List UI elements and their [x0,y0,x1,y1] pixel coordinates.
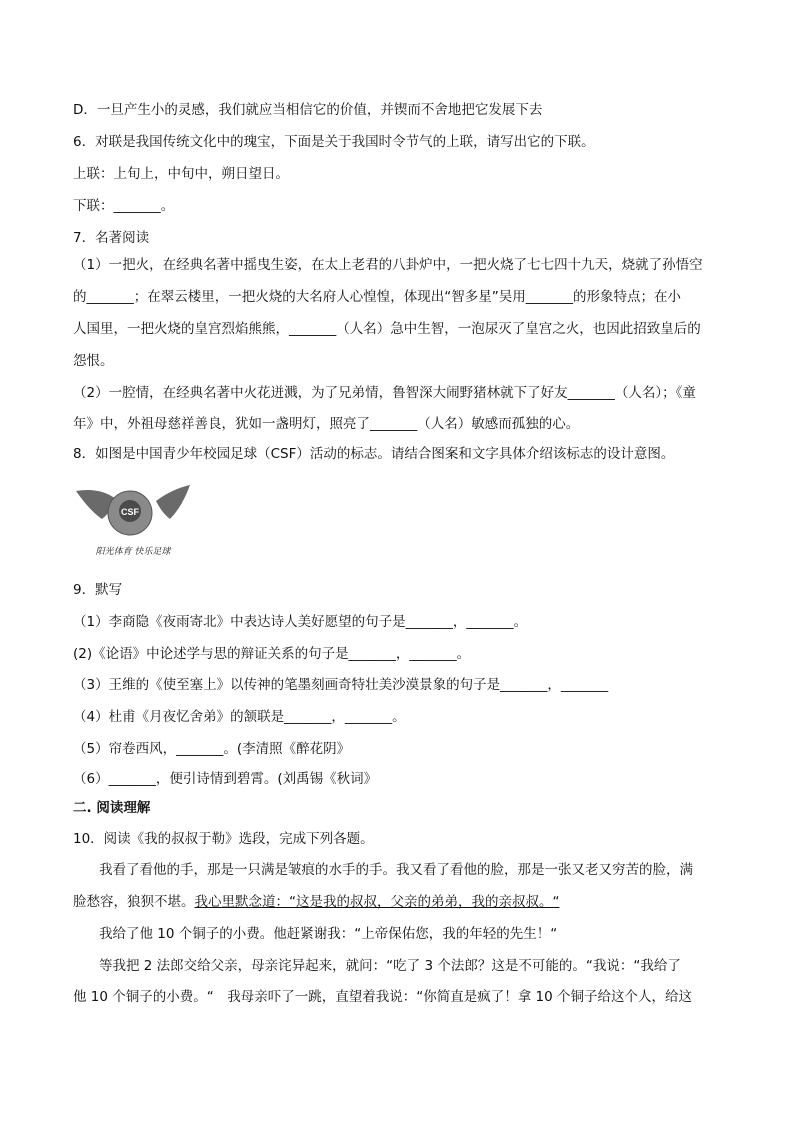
question-9: 9．默写 [73,582,123,598]
q9-item-4: （4）杜甫《月夜忆舍弟》的颔联是_______，_______。 [73,709,406,725]
q9-item-1: （1）李商隐《夜雨寄北》中表达诗人美好愿望的句子是_______，_______。 [73,614,528,630]
q7-part1-line1: （1）一把火，在经典名著中摇曳生姿，在太上老君的八卦炉中，一把火烧了七七四十九天，烧就了孙悟空 [73,257,703,273]
q9-item-5: （5）帘卷西风，_______。(李清照《醉花阴》 [73,741,351,757]
upper-couplet: 上联：上旬上，中旬中，朔日望日。 [73,166,289,182]
option-d: D．一旦产生小的灵感，我们就应当相信它的价值，并锲而不舍地把它发展下去 [73,102,543,118]
q9-item-6: （6）_______，便引诗情到碧霄。(刘禹锡《秋词》 [73,771,378,787]
q9-item-3: （3）王维的《使至塞上》以传神的笔墨刻画奇特壮美沙漠景象的句子是_______，_______ [73,677,609,693]
lower-couplet: 下联：_______。 [73,198,175,214]
passage-line-5: 他 10 个铜子的小费。“ 我母亲吓了一跳，直望着我说：“你简直是疯了！拿 10 个铜子给这个人，给这 [73,989,693,1005]
q7-part1-line3: 人国里，一把火烧的皇宫烈焰熊熊，_______（人名）急中生智，一泡尿灭了皇宫之火，也因此招致皇后的 [73,321,701,337]
question-6: 6．对联是我国传统文化中的瑰宝，下面是关于我国时令节气的上联，请写出它的下联。 [73,134,595,150]
logo-slogan-text: 阳光体育 快乐足球 [95,547,171,557]
passage-line-3: 我给了他 10 个铜子的小费。他赶紧谢我：“上帝保佑您，我的年轻的先生！“ [99,926,558,942]
logo-badge-text: CSF [121,507,139,517]
passage-line-4: 等我把 2 法郎交给父亲，母亲诧异起来，就问：“吃了 3 个法郎？这是不可能的。“我说：“我给了 [99,958,681,974]
question-7: 7．名著阅读 [73,230,150,246]
underlined-sentence: 我心里默念道：“这是我的叔叔，父亲的弟弟，我的亲叔叔。“ [194,894,560,910]
q9-item-2: (2)《论语》中论述学与思的辩证关系的句子是_______，_______。 [73,646,471,662]
question-8: 8．如图是中国青少年校园足球（CSF）活动的标志。请结合图案和文字具体介绍该标志的设计意图。 [73,446,675,462]
q7-part1-line4: 怨恨。 [73,353,114,369]
q7-part1-line2: 的_______；在翠云楼里，一把火烧的大名府人心惶惶，体现出“智多星”吴用_______的形象特点；在小 [73,289,681,305]
q7-part2-line1: （2）一腔情，在经典名著中火花迸溅，为了兄弟情，鲁智深大闹野猪林就下了好友_______（人名）；《童 [73,385,696,401]
passage-line-2 [73,893,560,911]
q7-part2-line2: 年》中，外祖母慈祥善良，犹如一盏明灯，照亮了_______（人名）敏感而孤独的心。 [73,416,580,432]
passage-line-2-text: 脸愁容，狼狈不堪。 [73,894,195,910]
passage-line-1: 我看了看他的手，那是一只满是皱痕的水手的手。我又看了看他的脸，那是一张又老又穷苦的脸，满 [99,862,693,878]
section-heading: 二. 阅读理解 [73,800,151,816]
question-10: 10．阅读《我的叔叔于勒》选段，完成下列各题。 [73,831,374,847]
csf-logo-image [72,481,194,563]
